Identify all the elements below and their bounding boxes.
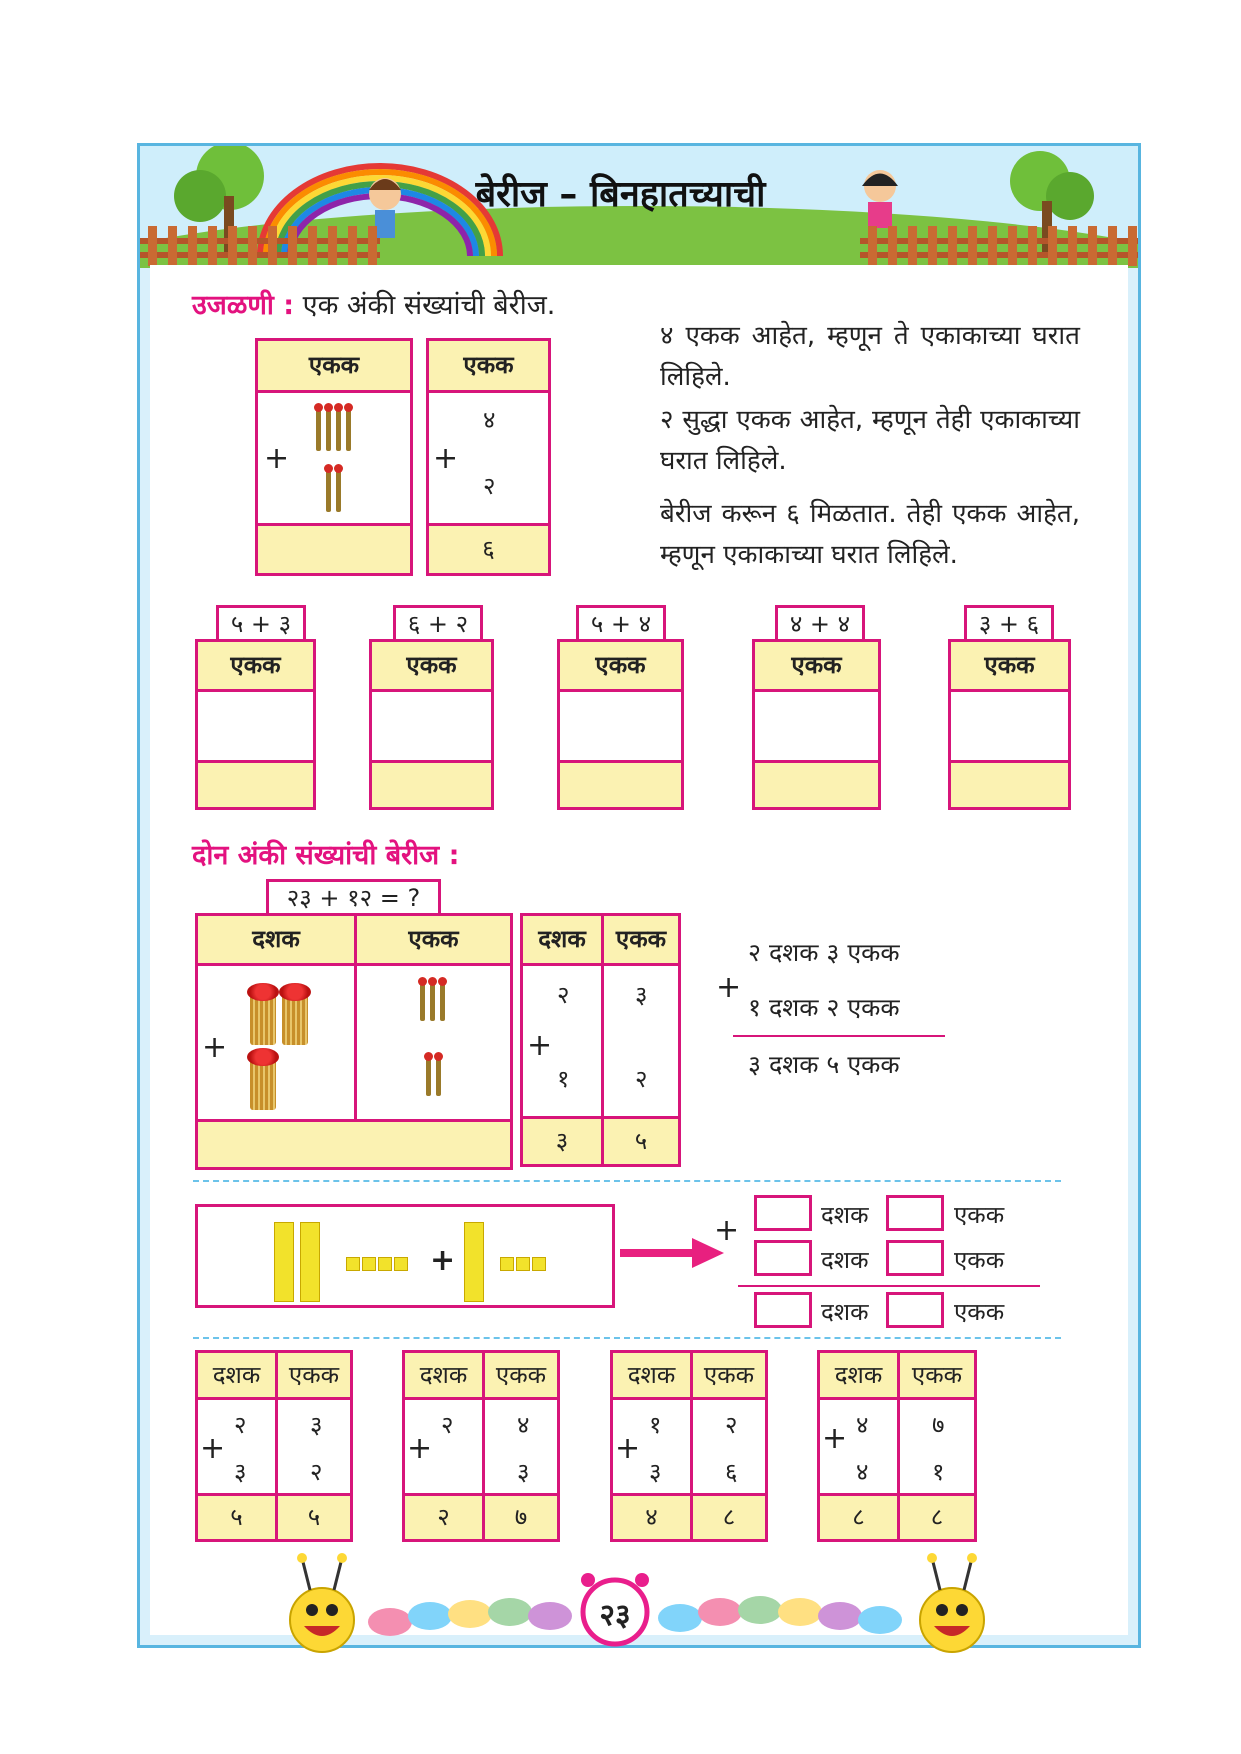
practice1-answer-cell[interactable] [198, 760, 313, 807]
practice2-tens-1: २ [441, 1411, 454, 1439]
practice2-plus: + [615, 1431, 641, 1466]
practice2-ones-2: १ [932, 1458, 945, 1486]
ones-label: एकक [954, 1246, 1005, 1274]
intro-line [192, 285, 555, 322]
practice2-ones-sum: ५ [278, 1493, 350, 1539]
ex1-visual-answer-cell[interactable] [258, 523, 410, 573]
ex2-ones-sum: ५ [604, 1116, 678, 1164]
practice1-expr: ३ + ६ [964, 605, 1054, 642]
practice2-tens-header: दशक [405, 1353, 482, 1400]
ex1-number-header: एकक [429, 341, 548, 393]
blocks-answer-plus: + [714, 1213, 740, 1248]
divider [193, 1180, 1061, 1182]
ex2-tens-digit-1: २ [557, 981, 570, 1009]
tens-answer-box[interactable] [754, 1195, 812, 1231]
practice1-header: एकक [951, 642, 1068, 692]
ex1-visual-grid [255, 338, 413, 576]
practice2-grid [195, 1350, 353, 1542]
ex2-tens-header: दशक [523, 916, 601, 966]
ex1-plus: + [433, 441, 459, 476]
intro-label: उजळणी : [192, 290, 295, 321]
divider [193, 1337, 1061, 1339]
practice2-ones-sum: ८ [900, 1493, 974, 1539]
practice2-ones-1: ४ [517, 1411, 530, 1439]
practice2-ones-1: ३ [310, 1411, 323, 1439]
practice1-expr: ५ + ३ [216, 605, 306, 642]
practice1-grid [195, 639, 316, 810]
blocks-sum-rule [738, 1285, 1040, 1287]
practice1-answer-cell[interactable] [560, 760, 681, 807]
tens-answer-box[interactable] [754, 1240, 812, 1276]
practice2-plus: + [822, 1421, 848, 1456]
explanation-3: बेरीज करून ६ मिळतात. तेही एकक आहेत, म्हणून एकाकाच्या घरात लिहिले. [660, 499, 1080, 570]
page-title: बेरीज – बिनहातच्याची [475, 174, 766, 215]
practice2-ones-sum: ८ [693, 1493, 765, 1539]
ones-answer-box[interactable] [886, 1240, 944, 1276]
place-plus: + [716, 970, 742, 1005]
practice2-tens-1: ४ [856, 1411, 869, 1439]
practice2-ones-2: ३ [517, 1458, 530, 1486]
ones-answer-box[interactable] [886, 1195, 944, 1231]
explanation-2: २ सुद्धा एकक आहेत, म्हणून तेही एकाकाच्या घरात लिहिले. [660, 405, 1080, 476]
place-line-2: १ दशक २ एकक [748, 993, 900, 1022]
practice1-grid [948, 639, 1071, 810]
place-sum-rule [733, 1035, 945, 1037]
practice1-grid [557, 639, 684, 810]
intro-text: एक अंकी संख्यांची बेरीज. [302, 290, 556, 321]
practice2-grid [402, 1350, 560, 1542]
practice2-tens-sum: २ [405, 1493, 482, 1539]
ex2-tens-digit-2: १ [557, 1065, 570, 1093]
practice2-ones-2: २ [310, 1458, 323, 1486]
practice2-plus: + [407, 1431, 433, 1466]
ex2-ones-digit-2: २ [635, 1065, 648, 1093]
practice2-tens-2: ४ [856, 1458, 869, 1486]
ex1-visual-plus: + [264, 441, 290, 476]
practice1-header: एकक [560, 642, 681, 692]
arrow-right-icon [620, 1238, 724, 1268]
practice2-ones-sum: ७ [485, 1493, 557, 1539]
tens-sum-box[interactable] [754, 1292, 812, 1328]
practice1-header: एकक [755, 642, 878, 692]
place-line-1: २ दशक ३ एकक [748, 938, 900, 967]
practice2-grid [817, 1350, 977, 1542]
practice2-ones-header: एकक [900, 1353, 974, 1400]
practice2-ones-1: ७ [932, 1411, 945, 1439]
practice2-tens-2: ३ [234, 1458, 247, 1486]
practice2-tens-1: २ [234, 1411, 247, 1439]
practice1-header: एकक [198, 642, 313, 692]
ones-sum-box[interactable] [886, 1292, 944, 1328]
ex2-visual-answer-row[interactable] [198, 1119, 510, 1167]
page-number: २३ [599, 1598, 631, 1633]
practice2-tens-sum: ४ [613, 1493, 690, 1539]
tens-label: दशक [821, 1246, 869, 1274]
place-line-3: ३ दशक ५ एकक [748, 1050, 900, 1079]
practice1-expr: ५ + ४ [576, 605, 666, 642]
blocks-box [195, 1204, 615, 1308]
practice1-answer-cell[interactable] [951, 760, 1068, 807]
explanation-1: ४ एकक आहेत, म्हणून ते एकाकाच्या घरात लिहिले. [660, 321, 1080, 392]
practice2-plus: + [200, 1431, 226, 1466]
practice1-answer-cell[interactable] [372, 760, 491, 807]
practice2-ones-header: एकक [693, 1353, 765, 1400]
ex2-number-grid [520, 913, 681, 1167]
ex2-ones-digit-1: ३ [635, 981, 648, 1009]
practice1-expr: ६ + २ [393, 605, 483, 642]
practice1-expr: ४ + ४ [775, 605, 865, 642]
ex2-visual-tens-header: दशक [198, 916, 354, 966]
practice2-tens-sum: ५ [198, 1493, 275, 1539]
section2-label: दोन अंकी संख्यांची बेरीज : [192, 840, 460, 871]
ex2-visual-grid [195, 913, 513, 1170]
practice2-tens-sum: ८ [820, 1493, 897, 1539]
tens-label: दशक [821, 1201, 869, 1229]
practice2-tens-header: दशक [198, 1353, 275, 1400]
practice2-tens-2: ३ [649, 1458, 662, 1486]
ex2-plus: + [527, 1028, 553, 1063]
practice2-tens-1: १ [649, 1411, 662, 1439]
ex2-tens-sum: ३ [523, 1116, 601, 1164]
practice2-tens-header: दशक [820, 1353, 897, 1400]
section2-expr: २३ + १२ = ? [266, 879, 441, 916]
ex1-number-grid [426, 338, 551, 576]
blocks-plus: + [430, 1243, 456, 1278]
ex2-visual-plus: + [202, 1030, 228, 1065]
practice2-tens-header: दशक [613, 1353, 690, 1400]
ex1-visual-header: एकक [258, 341, 410, 393]
practice1-grid [369, 639, 494, 810]
practice1-answer-cell[interactable] [755, 760, 878, 807]
ex1-top-digit: ४ [483, 406, 496, 434]
ones-label: एकक [954, 1201, 1005, 1229]
practice1-header: एकक [372, 642, 491, 692]
ex2-ones-header: एकक [604, 916, 678, 966]
practice2-ones-header: एकक [278, 1353, 350, 1400]
ones-label: एकक [954, 1298, 1005, 1326]
practice2-ones-header: एकक [485, 1353, 557, 1400]
practice1-grid [752, 639, 881, 810]
tens-label: दशक [821, 1298, 869, 1326]
ex1-sum-digit: ६ [429, 523, 548, 573]
practice2-grid [610, 1350, 768, 1542]
ex1-bottom-digit: २ [483, 472, 496, 500]
practice2-ones-1: २ [725, 1411, 738, 1439]
practice2-ones-2: ६ [725, 1458, 738, 1486]
ex2-visual-ones-header: एकक [357, 916, 510, 966]
